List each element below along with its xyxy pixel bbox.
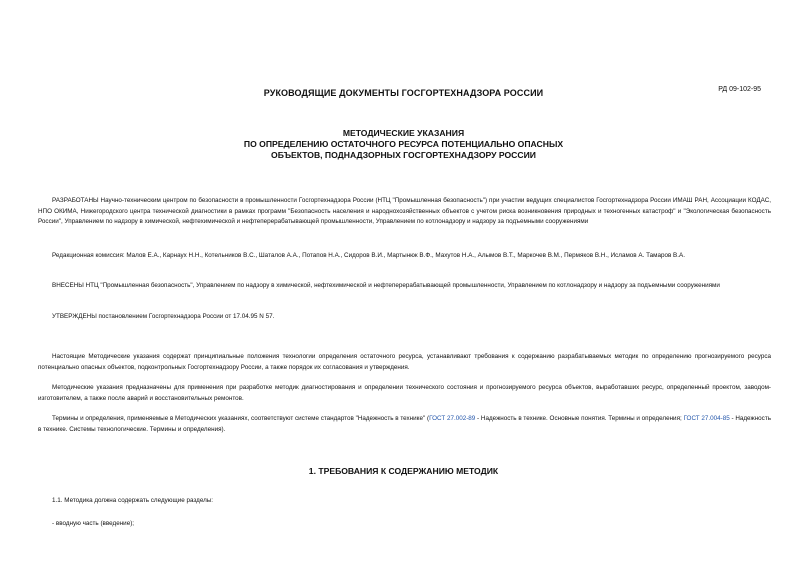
terms-text-a: Термины и определения, применяемые в Методических указаниях, соответствуют системе стандартов "Надежность в технике" (: [52, 415, 430, 422]
intro-text-1: Настоящие Методические указания содержат принципиальные положения технологии определения остаточного ресурса, устанавливают требования к содержанию разрабатываемых методик по определению прогнозируемого ресурса потенциально опасных объектов, подконтрольных Госгортехнадзору России, а также порядок их согласования и утверждения.: [38, 353, 771, 371]
gost-27-002-89-link[interactable]: ГОСТ 27.002-89: [429, 415, 476, 422]
terms-paragraph: [38, 414, 771, 435]
document-title-line-2: ПО ОПРЕДЕЛЕНИЮ ОСТАТОЧНОГО РЕСУРСА ПОТЕНЦИАЛЬНО ОПАСНЫХ: [243, 139, 564, 149]
approved-paragraph: [38, 312, 771, 323]
intro-text-2: Методические указания предназначены для применения при разработке методик диагностирования и определении технического состояния и прогнозируемого ресурса объектов, выработавших ресурс, определенный проектом, заводом-изготовителем, а также после аварий и восстановительных ремонтов.: [38, 384, 771, 402]
document-title-line-1: МЕТОДИЧЕСКИЕ УКАЗАНИЯ: [342, 128, 465, 138]
document-title: [0, 128, 807, 161]
item-1-1-text: 1.1. Методика должна содержать следующие разделы:: [52, 497, 214, 504]
intro-paragraph-2: [38, 383, 771, 404]
item-1-1: [38, 496, 771, 507]
editorial-paragraph: [38, 251, 771, 262]
header-title: РУКОВОДЯЩИЕ ДОКУМЕНТЫ ГОСГОРТЕХНАДЗОРА РОССИИ: [263, 88, 544, 98]
document-number: РД 09-102-95: [718, 86, 761, 93]
introduced-text: ВНЕСЕНЫ НТЦ "Промышленная безопасность", Управлением по надзору в химической, нефтехимической и нефтеперерабатывающей промышленности, Управлением по котлонадзору и надзору за подъемными сооружениями: [52, 282, 720, 289]
list-item-intro: [38, 519, 771, 530]
gost-27-004-85-link[interactable]: ГОСТ 27.004-85: [683, 415, 730, 422]
intro-paragraph-1: [38, 352, 771, 373]
developed-text: РАЗРАБОТАНЫ Научно-техническим центром по безопасности в промышленности Госгортехнадзора России (НТЦ "Промышленная безопасность") при участии ведущих специалистов Госгортехнадзора России ИМАШ РАН, Ассоциации КОДАС, НПО ОКИМА, Нижегородского центра технической диагностики в рамках программ "Безопасность населения и народнохозяйственных объектов с учетом риска возникновения природных и техногенных катастроф" и "Экологическая безопасность России", Управлением по надзору в химической, нефтехимической и нефтеперерабатывающей промышленности, Управлением по котлонадзору и надзору за подъемными сооружениями: [38, 197, 771, 226]
introduced-paragraph: [38, 281, 771, 292]
approved-text: УТВЕРЖДЕНЫ постановлением Госгортехнадзора России от 17.04.95 N 57.: [52, 313, 275, 320]
terms-text-b: - Надежность в технике. Основные понятия. Термины и определения;: [475, 415, 684, 422]
section-1-title: 1. ТРЕБОВАНИЯ К СОДЕРЖАНИЮ МЕТОДИК: [308, 466, 499, 476]
developed-paragraph: [38, 196, 771, 228]
terms-text-c: - Надежность в технике. Системы технологические. Термины и определения).: [38, 415, 771, 433]
list-item-intro-text: - вводную часть (введение);: [52, 520, 135, 527]
document-title-line-3: ОБЪЕКТОВ, ПОДНАДЗОРНЫХ ГОСГОРТЕХНАДЗОРУ РОССИИ: [271, 150, 536, 160]
editorial-text: Редакционная комиссия: Малов Е.А., Карнаух Н.Н., Котельников В.С., Шаталов А.А., Потапов Н.А., Сидоров В.И., Мартынюк В.Ф., Махутов Н.А., Алымов В.Т., Маркочев В.М., Пермяков В.Н., Исламов А. Тамаров В.А.: [52, 252, 685, 259]
